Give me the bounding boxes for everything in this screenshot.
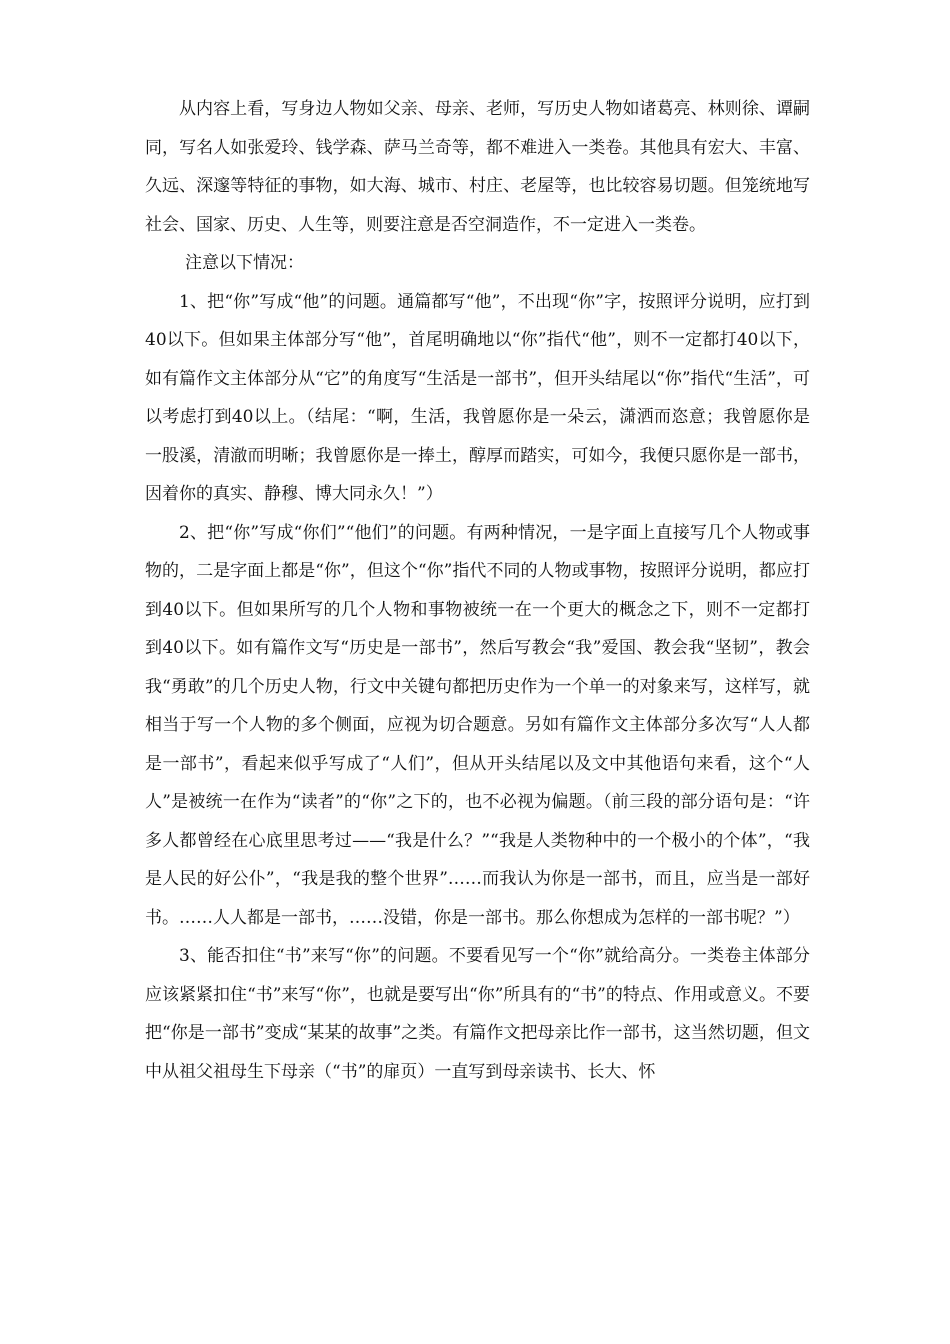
paragraph-point-3: 3、能否扣住“书”来写“你”的问题。不要看见写一个“你”就给高分。一类卷主体部分应该紧紧扣住“书”来写“你”，也就是要写出“你”所具有的“书”的特点、作用或意义。不要把“你是一部书”变成“某某的故事”之类。有篇作文把母亲比作一部书，这当然切题，但文中从祖父祖母生下母亲（“书”的扉页）一直写到母亲读书、长大、怀 <box>145 946 810 1082</box>
document-body <box>145 90 810 1091</box>
paragraph-point-2: 2、把“你”写成“你们”“他们”的问题。有两种情况，一是字面上直接写几个人物或事物的，二是字面上都是“你”，但这个“你”指代不同的人物或事物，按照评分说明，都应打到40以下。但如果所写的几个人物和事物被统一在一个更大的概念之下，则不一定都打到40以下。如有篇作文写“历史是一部书”，然后写教会“我”爱国、教会我“坚韧”，教会我“勇敢”的几个历史人物，行文中关键句都把历史作为一个单一的对象来写，这样写，就相当于写一个人物的多个侧面，应视为切合题意。另如有篇作文主体部分多次写“人人都是一部书”，看起来似乎写成了“人们”，但从开头结尾以及文中其他语句来看，这个“人人”是被统一在作为“读者”的“你”之下的，也不必视为偏题。（前三段的部分语句是：“许多人都曾经在心底里思考过——“我是什么？”“我是人类物种中的一个极小的个体”，“我是人民的好公仆”，“我是我的整个世界”……而我认为你是一部书，而且，应当是一部好书。……人人都是一部书，……没错，你是一部书。那么你想成为怎样的一部书呢？”） <box>145 522 810 928</box>
paragraph-point-1: 1、把“你”写成“他”的问题。通篇都写“他”，不出现“你”字，按照评分说明，应打到40以下。但如果主体部分写“他”，首尾明确地以“你”指代“他”，则不一定都打40以下，如有篇作文主体部分从“它”的角度写“生活是一部书”，但开头结尾以“你”指代“生活”，可以考虑打到40以上。（结尾：“啊，生活，我曾愿你是一朵云，潇洒而恣意；我曾愿你是一股溪，清澈而明晰；我曾愿你是一捧土，醇厚而踏实，可如今，我便只愿你是一部书，因着你的真实、静穆、博大同永久！”） <box>145 291 810 504</box>
paragraph-content-scope: 从内容上看，写身边人物如父亲、母亲、老师，写历史人物如诸葛亮、林则徐、谭嗣同，写名人如张爱玲、钱学森、萨马兰奇等，都不难进入一类卷。其他具有宏大、丰富、久远、深邃等特征的事物，如大海、城市、村庄、老屋等，也比较容易切题。但笼统地写社会、国家、历史、人生等，则要注意是否空洞造作，不一定进入一类卷。 <box>145 99 810 235</box>
paragraph-notes-heading: 注意以下情况： <box>185 253 304 273</box>
